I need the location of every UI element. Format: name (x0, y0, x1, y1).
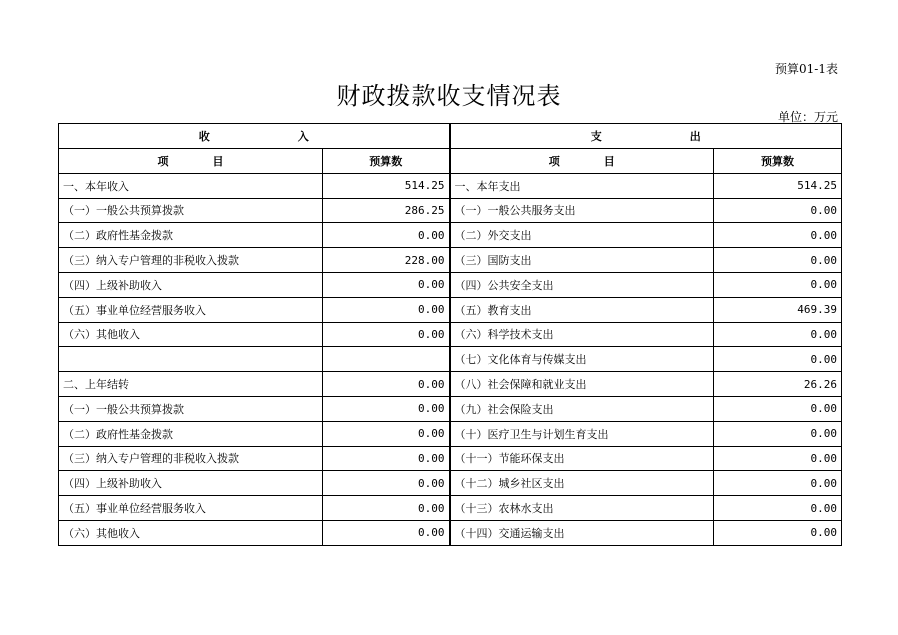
income-value-cell: 0.00 (323, 372, 450, 397)
income-value-cell: 0.00 (323, 322, 450, 347)
expense-value-cell: 0.00 (714, 198, 842, 223)
expense-value-cell: 0.00 (714, 223, 842, 248)
table-row (59, 198, 842, 223)
table-row (59, 248, 842, 273)
expense-value-cell: 514.25 (714, 173, 842, 198)
table-row (59, 421, 842, 446)
income-value-cell: 0.00 (323, 446, 450, 471)
expense-item-cell: （三）国防支出 (450, 248, 714, 273)
income-value-cell: 228.00 (323, 248, 450, 273)
expense-value-cell: 0.00 (714, 322, 842, 347)
income-value-cell (323, 347, 450, 372)
table-row (59, 372, 842, 397)
budget-table (58, 123, 842, 546)
expense-value-cell: 0.00 (714, 446, 842, 471)
expense-item-cell: （十三）农林水支出 (450, 496, 714, 521)
income-value-cell: 0.00 (323, 496, 450, 521)
income-value-cell: 0.00 (323, 520, 450, 545)
table-row (59, 446, 842, 471)
income-value-cell: 0.00 (323, 223, 450, 248)
income-item-cell: （一）一般公共预算拨款 (59, 198, 323, 223)
income-value-cell: 286.25 (323, 198, 450, 223)
table-row (59, 173, 842, 198)
income-budget-header: 预算数 (323, 149, 450, 174)
expense-budget-header: 预算数 (714, 149, 842, 174)
income-item-cell: （六）其他收入 (59, 520, 323, 545)
expense-item-cell: （十）医疗卫生与计划生育支出 (450, 421, 714, 446)
expense-value-cell: 0.00 (714, 520, 842, 545)
expense-value-cell: 0.00 (714, 396, 842, 421)
budget-table-body (59, 124, 842, 546)
expense-value-cell: 0.00 (714, 421, 842, 446)
table-row (59, 297, 842, 322)
income-section-header: 收 入 (59, 124, 450, 149)
expense-value-cell: 469.39 (714, 297, 842, 322)
income-value-cell: 0.00 (323, 272, 450, 297)
income-item-cell: 一、本年收入 (59, 173, 323, 198)
expense-section-header: 支 出 (450, 124, 842, 149)
expense-item-cell: （五）教育支出 (450, 297, 714, 322)
expense-item-cell: （十四）交通运输支出 (450, 520, 714, 545)
income-item-cell: （三）纳入专户管理的非税收入拨款 (59, 446, 323, 471)
expense-item-cell: （四）公共安全支出 (450, 272, 714, 297)
income-item-cell: （二）政府性基金拨款 (59, 223, 323, 248)
expense-value-cell: 0.00 (714, 272, 842, 297)
expense-item-header: 项 目 (450, 149, 714, 174)
expense-value-cell: 26.26 (714, 372, 842, 397)
expense-item-cell: （一）一般公共服务支出 (450, 198, 714, 223)
expense-item-cell: （六）科学技术支出 (450, 322, 714, 347)
expense-item-cell: （九）社会保险支出 (450, 396, 714, 421)
page-title: 财政拨款收支情况表 (336, 82, 562, 110)
income-value-cell: 0.00 (323, 396, 450, 421)
table-row (59, 272, 842, 297)
expense-item-cell: （二）外交支出 (450, 223, 714, 248)
table-row (59, 223, 842, 248)
income-item-cell: （四）上级补助收入 (59, 272, 323, 297)
expense-item-cell: （八）社会保障和就业支出 (450, 372, 714, 397)
expense-value-cell: 0.00 (714, 496, 842, 521)
income-item-header: 项 目 (59, 149, 323, 174)
table-row (59, 347, 842, 372)
expense-value-cell: 0.00 (714, 248, 842, 273)
income-item-cell: （三）纳入专户管理的非税收入拨款 (59, 248, 323, 273)
income-value-cell: 0.00 (323, 471, 450, 496)
section-header-row (59, 124, 842, 149)
table-row (59, 520, 842, 545)
income-item-cell: 二、上年结转 (59, 372, 323, 397)
table-row (59, 496, 842, 521)
income-item-cell: （二）政府性基金拨款 (59, 421, 323, 446)
expense-item-cell: （十一）节能环保支出 (450, 446, 714, 471)
table-row (59, 322, 842, 347)
form-number: 预算01-1表 (775, 62, 838, 76)
income-value-cell: 514.25 (323, 173, 450, 198)
expense-item-cell: （十二）城乡社区支出 (450, 471, 714, 496)
income-value-cell: 0.00 (323, 421, 450, 446)
income-item-cell: （五）事业单位经营服务收入 (59, 297, 323, 322)
column-header-row (59, 149, 842, 174)
expense-value-cell: 0.00 (714, 471, 842, 496)
table-row (59, 471, 842, 496)
income-item-cell: （五）事业单位经营服务收入 (59, 496, 323, 521)
income-item-cell: （四）上级补助收入 (59, 471, 323, 496)
unit-label: 单位：万元 (777, 110, 838, 124)
table-row (59, 396, 842, 421)
expense-value-cell: 0.00 (714, 347, 842, 372)
income-item-cell: （一）一般公共预算拨款 (59, 396, 323, 421)
expense-item-cell: 一、本年支出 (450, 173, 714, 198)
income-item-cell (59, 347, 323, 372)
income-value-cell: 0.00 (323, 297, 450, 322)
income-item-cell: （六）其他收入 (59, 322, 323, 347)
expense-item-cell: （七）文化体育与传媒支出 (450, 347, 714, 372)
